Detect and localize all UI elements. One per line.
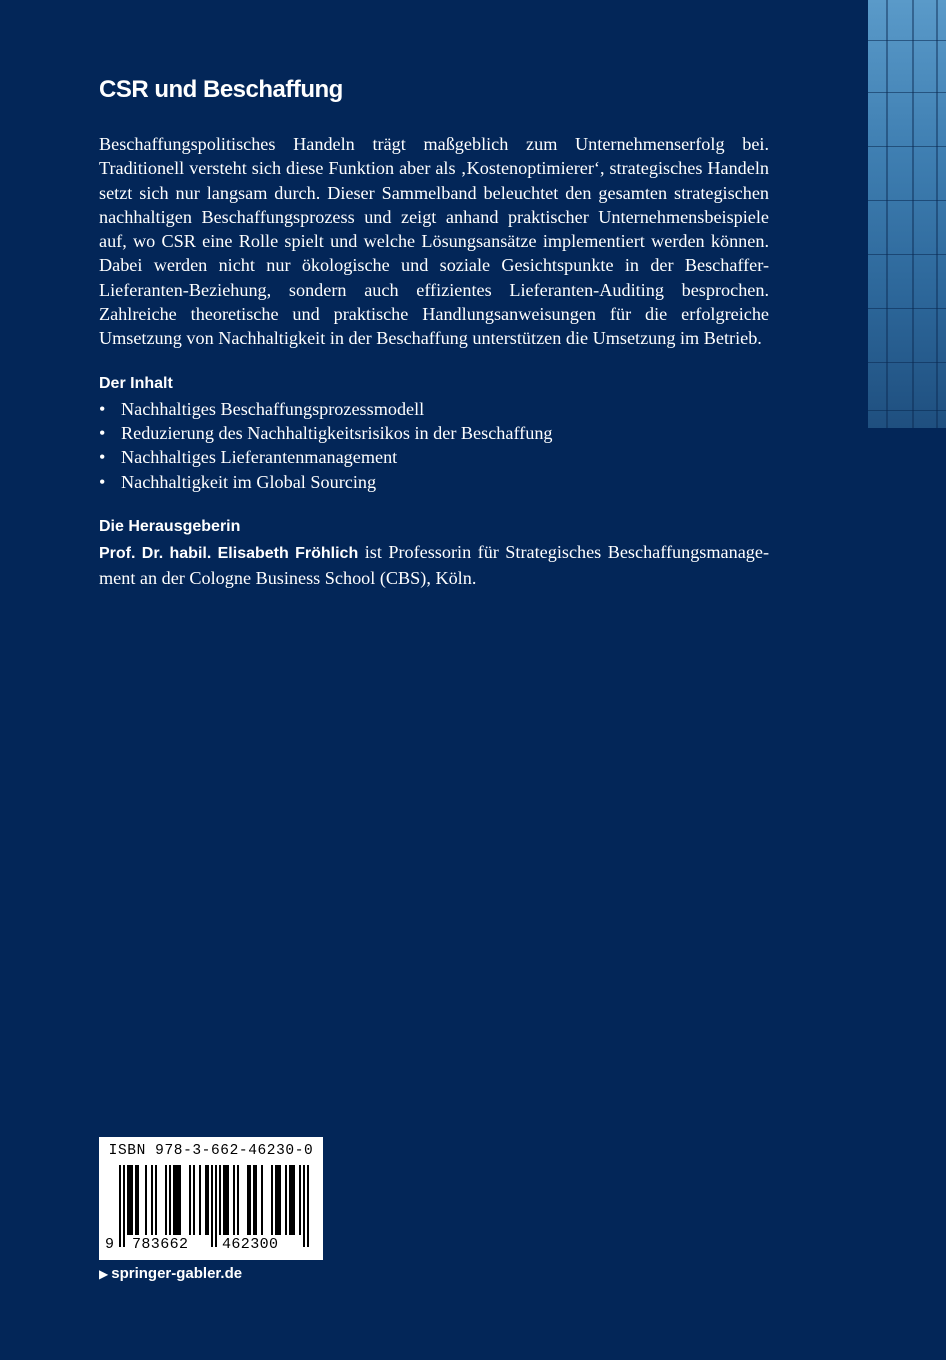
barcode-bar [135, 1165, 137, 1235]
barcode-bar [215, 1165, 217, 1247]
barcode-bar [225, 1165, 227, 1235]
barcode-bar [127, 1165, 129, 1235]
ean-left-group: 783662 [132, 1236, 189, 1253]
barcode-bar [131, 1165, 133, 1235]
contents-heading: Der Inhalt [99, 374, 173, 392]
barcode-bar [193, 1165, 195, 1235]
barcode-bar [145, 1165, 147, 1235]
publisher-link[interactable] [99, 1265, 242, 1282]
list-item: • Nachhaltiges Lieferantenmanagement [99, 445, 769, 469]
barcode-bar [261, 1165, 263, 1235]
barcode-bar [175, 1165, 177, 1235]
barcode-bar [205, 1165, 207, 1235]
barcode-bar [247, 1165, 249, 1235]
publisher-url: springer-gabler.de [111, 1265, 243, 1282]
barcode-bar [277, 1165, 279, 1235]
list-item: • Nachhaltigkeit im Global Sourcing [99, 470, 769, 494]
barcode-bar [223, 1165, 225, 1235]
barcode-bar [279, 1165, 281, 1235]
editor-heading: Die Herausgeberin [99, 517, 241, 535]
barcode-bar [119, 1165, 121, 1247]
barcode-bar [169, 1165, 171, 1235]
barcode-bar [173, 1165, 175, 1235]
play-triangle-icon: ▶ [99, 1267, 109, 1281]
barcode-bar [227, 1165, 229, 1235]
barcode-bar [189, 1165, 191, 1235]
barcode-bar [207, 1165, 209, 1235]
barcode-bar [291, 1165, 293, 1235]
isbn-barcode [99, 1137, 323, 1260]
book-description: Beschaffungspolitisches Handeln trägt maßgeblich zum Unternehmenserfolg bei. Traditionell versteht sich diese Funktion aber als ‚Kostenoptimierer‘, strategisches Handeln setzt sich nur langsam durch. Dieser Sammelband beleuchtet den gesamten strategischen nachhaltigen Beschaffungsprozess und zeigt anhand praktischer Unternehmensbeispiele auf, wo CSR eine Rolle spielt und welche Lösungsansätze implementiert werden können. Dabei werden nicht nur ökologische und soziale Gesichtspunkte in der Beschaffer-Lieferanten-Beziehung, sondern auch effizientes Lieferanten-Auditing besprochen. Zahlreiche theoretische und praktische Handlungsanweisungen für die erfolgreiche Umsetzung von Nachhaltigkeit in der Beschaffung unterstützen die Umsetzung im Betrieb. [99, 134, 769, 349]
list-item: • Nachhaltiges Beschaffungsprozessmodell [99, 397, 769, 421]
barcode-bar [233, 1165, 235, 1235]
bullet-icon: • [99, 471, 106, 492]
barcode-bar [275, 1165, 277, 1235]
barcode-bar [155, 1165, 157, 1235]
barcode-bar [255, 1165, 257, 1235]
barcode-bar [199, 1165, 201, 1235]
barcode-bar [249, 1165, 251, 1235]
barcode-bar [211, 1165, 213, 1247]
barcode-bar [299, 1165, 301, 1235]
barcode-bar [285, 1165, 287, 1235]
barcode-bar [271, 1165, 273, 1235]
list-item: • Reduzierung des Nachhaltigkeitsrisikos in der Beschaffung [99, 421, 769, 445]
editor-bio-text: ist Professorin für Strategisches Beschaffungsmanagement an der Cologne Business School (CBS), Köln. [99, 541, 769, 589]
barcode-bar [165, 1165, 167, 1235]
isbn-label: ISBN 978-3-662-46230-0 [108, 1143, 314, 1159]
barcode-bar [289, 1165, 291, 1235]
barcode-bar [237, 1165, 239, 1235]
barcode-bar [293, 1165, 295, 1235]
barcode-bar [129, 1165, 131, 1235]
editor-bio [99, 540, 769, 591]
barcode-bar [307, 1165, 309, 1247]
barcode-bar [123, 1165, 125, 1247]
barcode-bar [177, 1165, 179, 1235]
contents-list [99, 397, 769, 494]
book-title: CSR und Beschaffung [99, 76, 343, 103]
ean-first-digit: 9 [105, 1236, 115, 1253]
barcode-bar [253, 1165, 255, 1235]
bullet-icon: • [99, 398, 106, 419]
cover-photo-strip [868, 0, 946, 428]
barcode-bar [303, 1165, 305, 1247]
barcode-bar [179, 1165, 181, 1235]
barcode-bar [219, 1165, 221, 1235]
barcode-bar [151, 1165, 153, 1235]
back-cover-content [99, 70, 769, 590]
bullet-icon: • [99, 422, 106, 443]
barcode-bar [137, 1165, 139, 1235]
editor-name: Prof. Dr. habil. Elisabeth Fröhlich [99, 544, 359, 562]
bullet-icon: • [99, 447, 106, 468]
ean-right-group: 462300 [222, 1236, 279, 1253]
